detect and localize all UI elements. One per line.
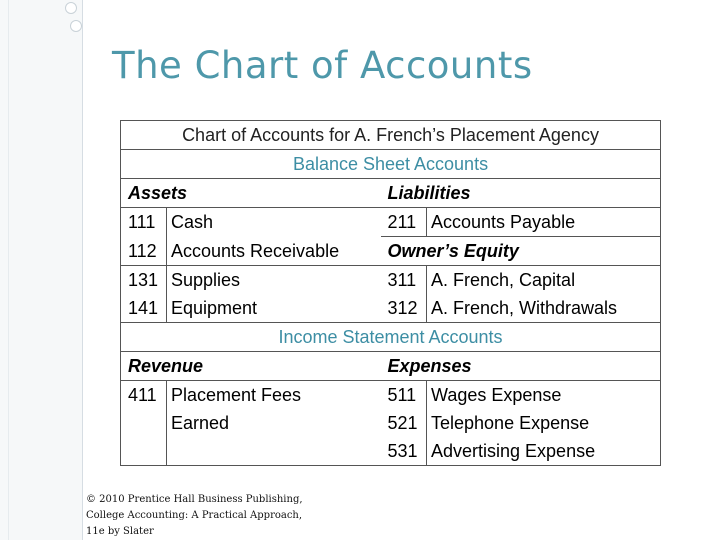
account-name: Wages Expense: [427, 381, 661, 410]
liabilities-header: Liabilities: [381, 179, 661, 208]
table-row: [121, 208, 661, 237]
table-row: [121, 409, 661, 437]
owners-equity-header: Owner’s Equity: [381, 237, 661, 266]
account-name: A. French, Withdrawals: [427, 294, 661, 323]
table-row: [121, 381, 661, 410]
balance-sheet-heading-row: [121, 150, 661, 179]
account-name: Placement Fees: [167, 381, 381, 410]
account-name: Telephone Expense: [427, 409, 661, 437]
slide-title: The Chart of Accounts: [112, 44, 533, 87]
footer-line: © 2010 Prentice Hall Business Publishing,: [86, 494, 303, 505]
account-name-continued: Earned: [167, 409, 381, 437]
expenses-header: Expenses: [381, 352, 661, 381]
account-number: 531: [381, 437, 427, 466]
decorative-side-panel: [0, 0, 83, 540]
assets-liabilities-header-row: [121, 179, 661, 208]
empty-cell: [121, 437, 167, 466]
table-row: [121, 437, 661, 466]
account-name: Accounts Payable: [427, 208, 661, 237]
account-name: Supplies: [167, 266, 381, 295]
decorative-circle: [70, 20, 82, 32]
income-statement-heading-row: [121, 323, 661, 352]
account-number: 312: [381, 294, 427, 323]
account-number: 141: [121, 294, 167, 323]
footer-line: College Accounting: A Practical Approach,: [86, 510, 303, 521]
empty-cell: [121, 409, 167, 437]
account-number: 511: [387, 385, 417, 405]
account-number: 521: [387, 413, 418, 433]
decorative-line: [8, 0, 9, 540]
decorative-circle: [65, 2, 77, 14]
account-number: 311: [387, 270, 417, 290]
account-number: 111: [121, 208, 167, 237]
table-caption-row: [121, 121, 661, 150]
account-name: A. French, Capital: [427, 266, 661, 295]
account-name: Accounts Receivable: [167, 237, 381, 266]
chart-of-accounts-table: [120, 120, 661, 466]
revenue-expenses-header-row: [121, 352, 661, 381]
table-row: [121, 237, 661, 266]
table-row: [121, 294, 661, 323]
copyright-footer: [86, 492, 303, 540]
balance-sheet-heading: Balance Sheet Accounts: [121, 150, 661, 179]
account-name: Advertising Expense: [427, 437, 661, 466]
account-name: Cash: [167, 208, 381, 237]
account-name: Equipment: [167, 294, 381, 323]
account-number: 112: [121, 237, 167, 266]
income-statement-heading: Income Statement Accounts: [121, 323, 661, 352]
empty-cell: [167, 437, 381, 466]
account-number: 131: [121, 266, 167, 295]
assets-header: Assets: [121, 179, 381, 208]
table-caption: Chart of Accounts for A. French’s Placement Agency: [121, 121, 661, 150]
footer-line: 11e by Slater: [86, 526, 154, 537]
revenue-header: Revenue: [121, 352, 381, 381]
account-number: 411: [121, 381, 167, 410]
table-row: [121, 266, 661, 295]
account-number: 211: [387, 212, 417, 232]
